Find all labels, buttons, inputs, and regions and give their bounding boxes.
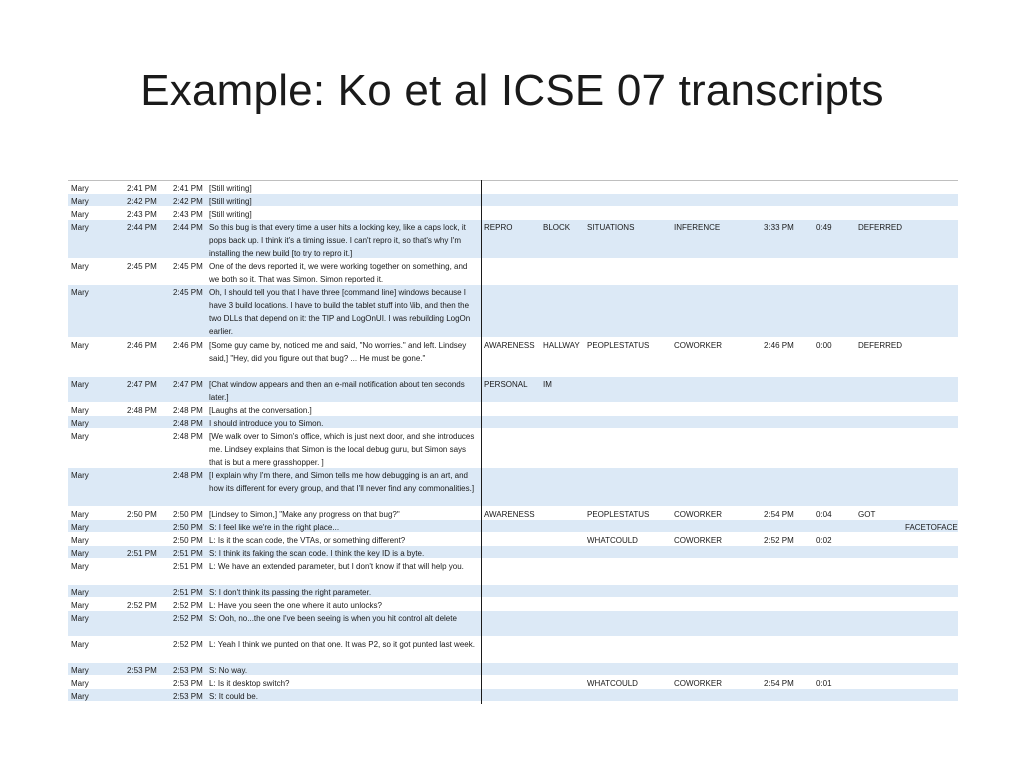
resolved-time-cell: 2:46 PM bbox=[764, 341, 794, 350]
utterance-text-cell: [Chat window appears and then an e-mail notification about ten seconds later.] bbox=[209, 380, 465, 402]
speaker-cell: Mary bbox=[71, 679, 89, 688]
utterance-text-cell: L: Is it the scan code, the VTAs, or something different? bbox=[209, 536, 406, 545]
utterance-text-cell: [Some guy came by, noticed me and said, "No worries." and left. Lindsey said,] "Hey, did you figure out that bug? ... He must be gone." bbox=[209, 341, 467, 363]
utterance-time-cell: 2:52 PM bbox=[173, 601, 203, 610]
speaker-cell: Mary bbox=[71, 262, 89, 271]
table-row bbox=[68, 533, 958, 546]
code-source-cell: BLOCK bbox=[543, 223, 571, 232]
utterance-text-cell: S: It could be. bbox=[209, 692, 258, 701]
speaker-cell: Mary bbox=[71, 406, 89, 415]
speaker-cell: Mary bbox=[71, 640, 89, 649]
table-row bbox=[68, 338, 958, 377]
utterance-time-cell: 2:53 PM bbox=[173, 692, 203, 701]
code-category-cell: REPRO bbox=[484, 223, 513, 232]
speaker-cell: Mary bbox=[71, 666, 89, 675]
utterance-time-cell: 2:51 PM bbox=[173, 588, 203, 597]
speaker-cell: Mary bbox=[71, 184, 89, 193]
speaker-cell: Mary bbox=[71, 692, 89, 701]
utterance-time-cell: 2:44 PM bbox=[173, 223, 203, 232]
start-time-cell: 2:51 PM bbox=[127, 549, 157, 558]
utterance-text-cell: [I explain why I'm there, and Simon tells me how debugging is an art, and how its different for every group, and that I'll never find any commonalities.] bbox=[209, 471, 475, 493]
utterance-text-cell: L: We have an extended parameter, but I don't know if that will help you. bbox=[209, 562, 464, 571]
table-row bbox=[68, 663, 958, 676]
code-target-cell: COWORKER bbox=[674, 536, 722, 545]
duration-cell: 0:04 bbox=[816, 510, 832, 519]
table-row bbox=[68, 637, 958, 663]
code-type-cell: PEOPLESTATUS bbox=[587, 341, 650, 350]
start-time-cell: 2:43 PM bbox=[127, 210, 157, 219]
table-row bbox=[68, 429, 958, 468]
resolution-cell: GOT bbox=[858, 510, 876, 519]
resolution-cell: DEFERRED bbox=[858, 223, 903, 232]
channel-cell: FACETOFACE bbox=[905, 523, 958, 532]
column-divider bbox=[481, 180, 482, 704]
speaker-cell: Mary bbox=[71, 549, 89, 558]
duration-cell: 0:49 bbox=[816, 223, 832, 232]
start-time-cell: 2:47 PM bbox=[127, 380, 157, 389]
speaker-cell: Mary bbox=[71, 510, 89, 519]
start-time-cell: 2:53 PM bbox=[127, 666, 157, 675]
speaker-cell: Mary bbox=[71, 223, 89, 232]
utterance-text-cell: [Laughs at the conversation.] bbox=[209, 406, 312, 415]
utterance-time-cell: 2:53 PM bbox=[173, 666, 203, 675]
start-time-cell: 2:44 PM bbox=[127, 223, 157, 232]
speaker-cell: Mary bbox=[71, 210, 89, 219]
resolved-time-cell: 2:54 PM bbox=[764, 679, 794, 688]
speaker-cell: Mary bbox=[71, 419, 89, 428]
table-row bbox=[68, 194, 958, 207]
utterance-time-cell: 2:53 PM bbox=[173, 679, 203, 688]
utterance-text-cell: S: I don't think its passing the right parameter. bbox=[209, 588, 372, 597]
utterance-time-cell: 2:43 PM bbox=[173, 210, 203, 219]
utterance-text-cell: S: I feel like we're in the right place... bbox=[209, 523, 340, 532]
utterance-time-cell: 2:45 PM bbox=[173, 262, 203, 271]
speaker-cell: Mary bbox=[71, 562, 89, 571]
table-row bbox=[68, 598, 958, 611]
duration-cell: 0:02 bbox=[816, 536, 832, 545]
slide-title: Example: Ko et al ICSE 07 transcripts bbox=[140, 66, 884, 115]
utterance-time-cell: 2:48 PM bbox=[173, 419, 203, 428]
table-row bbox=[68, 285, 958, 338]
speaker-cell: Mary bbox=[71, 614, 89, 623]
table-row bbox=[68, 403, 958, 416]
table-row bbox=[68, 611, 958, 637]
utterance-time-cell: 2:48 PM bbox=[173, 471, 203, 480]
speaker-cell: Mary bbox=[71, 380, 89, 389]
utterance-text-cell: L: Yeah I think we punted on that one. It was P2, so it got punted last week. bbox=[209, 640, 475, 649]
utterance-time-cell: 2:47 PM bbox=[173, 380, 203, 389]
table-row bbox=[68, 585, 958, 598]
utterance-time-cell: 2:48 PM bbox=[173, 432, 203, 441]
utterance-time-cell: 2:52 PM bbox=[173, 640, 203, 649]
utterance-time-cell: 2:50 PM bbox=[173, 523, 203, 532]
resolved-time-cell: 2:52 PM bbox=[764, 536, 794, 545]
start-time-cell: 2:52 PM bbox=[127, 601, 157, 610]
utterance-text-cell: [Still writing] bbox=[209, 197, 252, 206]
table-row bbox=[68, 468, 958, 507]
utterance-time-cell: 2:48 PM bbox=[173, 406, 203, 415]
speaker-cell: Mary bbox=[71, 601, 89, 610]
table-row bbox=[68, 520, 958, 533]
table-row bbox=[68, 207, 958, 220]
table-row bbox=[68, 689, 958, 702]
utterance-text-cell: S: Ooh, no...the one I've been seeing is when you hit control alt delete bbox=[209, 614, 457, 623]
speaker-cell: Mary bbox=[71, 523, 89, 532]
utterance-time-cell: 2:46 PM bbox=[173, 341, 203, 350]
utterance-text-cell: L: Is it desktop switch? bbox=[209, 679, 290, 688]
utterance-text-cell: S: No way. bbox=[209, 666, 248, 675]
code-category-cell: AWARENESS bbox=[484, 341, 535, 350]
utterance-text-cell: L: Have you seen the one where it auto unlocks? bbox=[209, 601, 382, 610]
utterance-time-cell: 2:51 PM bbox=[173, 549, 203, 558]
utterance-text-cell: [We walk over to Simon's office, which is just next door, and she introduces me. Lindsey explains that Simon is the local debug guru, but Simon says that is but a mere grasshopper. ] bbox=[209, 432, 475, 467]
code-type-cell: PEOPLESTATUS bbox=[587, 510, 650, 519]
start-time-cell: 2:45 PM bbox=[127, 262, 157, 271]
utterance-time-cell: 2:52 PM bbox=[173, 614, 203, 623]
resolved-time-cell: 3:33 PM bbox=[764, 223, 794, 232]
table-row bbox=[68, 559, 958, 585]
code-source-cell: HALLWAY bbox=[543, 341, 580, 350]
utterance-time-cell: 2:51 PM bbox=[173, 562, 203, 571]
table-row bbox=[68, 220, 958, 259]
code-target-cell: INFERENCE bbox=[674, 223, 721, 232]
code-target-cell: COWORKER bbox=[674, 679, 722, 688]
utterance-time-cell: 2:50 PM bbox=[173, 536, 203, 545]
utterance-text-cell: S: I think its faking the scan code. I think the key ID is a byte. bbox=[209, 549, 425, 558]
code-type-cell: WHATCOULD bbox=[587, 536, 638, 545]
table-row bbox=[68, 259, 958, 285]
table-row bbox=[68, 416, 958, 429]
table-row bbox=[68, 181, 958, 194]
start-time-cell: 2:50 PM bbox=[127, 510, 157, 519]
code-type-cell: SITUATIONS bbox=[587, 223, 635, 232]
utterance-time-cell: 2:42 PM bbox=[173, 197, 203, 206]
code-source-cell: IM bbox=[543, 380, 552, 389]
speaker-cell: Mary bbox=[71, 536, 89, 545]
speaker-cell: Mary bbox=[71, 197, 89, 206]
code-category-cell: AWARENESS bbox=[484, 510, 535, 519]
utterance-text-cell: [Still writing] bbox=[209, 184, 252, 193]
start-time-cell: 2:46 PM bbox=[127, 341, 157, 350]
speaker-cell: Mary bbox=[71, 341, 89, 350]
utterance-text-cell: [Still writing] bbox=[209, 210, 252, 219]
code-category-cell: PERSONAL bbox=[484, 380, 528, 389]
start-time-cell: 2:41 PM bbox=[127, 184, 157, 193]
speaker-cell: Mary bbox=[71, 288, 89, 297]
utterance-text-cell: I should introduce you to Simon. bbox=[209, 419, 324, 428]
code-target-cell: COWORKER bbox=[674, 510, 722, 519]
table-row bbox=[68, 546, 958, 559]
duration-cell: 0:01 bbox=[816, 679, 832, 688]
utterance-text-cell: Oh, I should tell you that I have three [command line] windows because I have 3 build locations. I have to build the tablet stuff into \lib, and then the two DLLs that depend on it: the TIP and LogOnUI. I was rebuilding LogOn earlier. bbox=[209, 288, 471, 336]
code-target-cell: COWORKER bbox=[674, 341, 722, 350]
utterance-time-cell: 2:45 PM bbox=[173, 288, 203, 297]
start-time-cell: 2:48 PM bbox=[127, 406, 157, 415]
table-row bbox=[68, 507, 958, 520]
resolution-cell: DEFERRED bbox=[858, 341, 903, 350]
utterance-text-cell: [Lindsey to Simon,] "Make any progress on that bug?" bbox=[209, 510, 400, 519]
utterance-text-cell: One of the devs reported it, we were working together on something, and we both so it. That was Simon. Simon reported it. bbox=[209, 262, 468, 284]
start-time-cell: 2:42 PM bbox=[127, 197, 157, 206]
utterance-text-cell: So this bug is that every time a user hits a locking key, like a caps lock, it pops back up. I think it's a timing issue. I can't repro it, so that's why I'm installing the new build [to try to repro it.] bbox=[209, 223, 466, 258]
resolved-time-cell: 2:54 PM bbox=[764, 510, 794, 519]
speaker-cell: Mary bbox=[71, 471, 89, 480]
utterance-time-cell: 2:41 PM bbox=[173, 184, 203, 193]
code-type-cell: WHATCOULD bbox=[587, 679, 638, 688]
table-row bbox=[68, 676, 958, 689]
transcript-table bbox=[68, 180, 958, 702]
speaker-cell: Mary bbox=[71, 432, 89, 441]
speaker-cell: Mary bbox=[71, 588, 89, 597]
duration-cell: 0:00 bbox=[816, 341, 832, 350]
utterance-time-cell: 2:50 PM bbox=[173, 510, 203, 519]
table-row bbox=[68, 377, 958, 403]
